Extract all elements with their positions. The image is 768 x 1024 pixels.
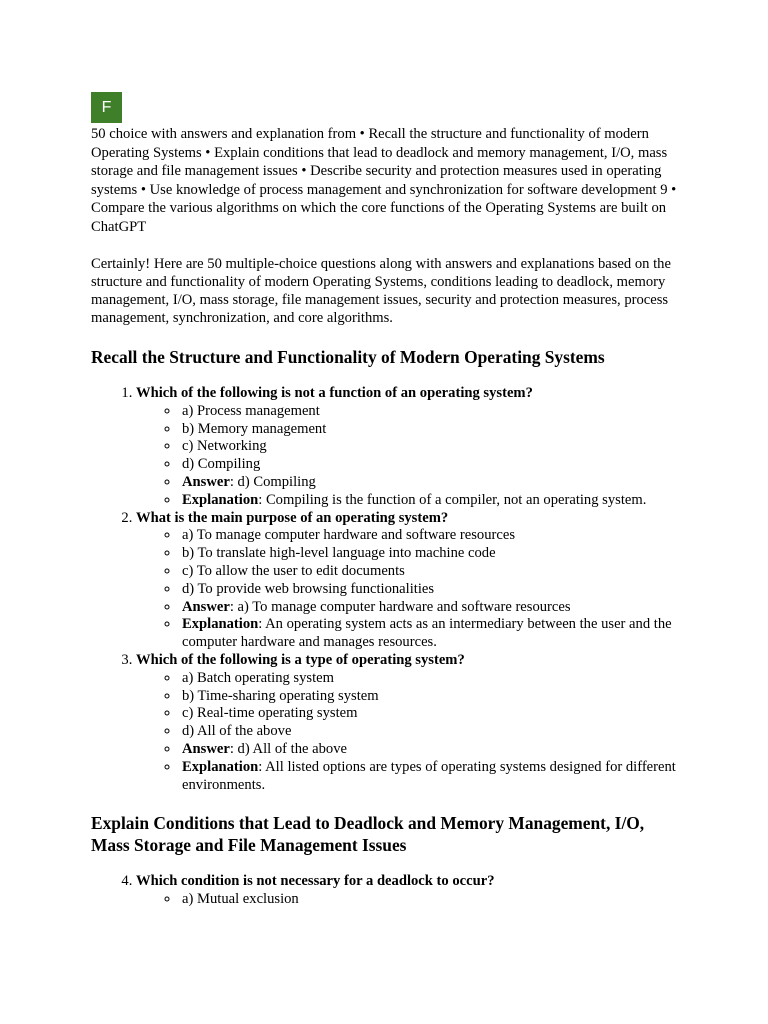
- explanation-item: [180, 492, 681, 510]
- option-item: ◦ a) To manage computer hardware and software resources: [180, 527, 681, 545]
- answer-label: Answer: [182, 473, 230, 490]
- question-item: [136, 510, 681, 652]
- answer-item: [180, 599, 681, 617]
- assistant-name: ChatGPT: [91, 218, 147, 235]
- section-heading: Recall the Structure and Functionality of Modern Operating Systems: [91, 346, 605, 367]
- explanation-item: [180, 616, 681, 652]
- option-item: ◦ d) All of the above: [180, 723, 681, 741]
- answer-item: [180, 474, 681, 492]
- option-list: [136, 891, 681, 909]
- option-item: ◦ d) To provide web browsing functionalities: [180, 581, 681, 599]
- option-item: ◦ b) Time-sharing operating system: [180, 688, 681, 706]
- chat-transcript: [91, 92, 681, 909]
- answer-label: Answer: [182, 598, 230, 615]
- question-text: Which condition is not necessary for a deadlock to occur?: [136, 873, 495, 890]
- user-prompt: 50 choice with answers and explanation from • Recall the structure and functionality of modern Operating Systems • Explain conditions that lead to deadlock and memory management, I/O, mass storage and file management issues • Describe security and protection measures used in operating systems • Use knowledge of process management and synchronization for software development 9 • Compare the various algorithms on which the core functions of the Operating Systems are built on: [91, 126, 677, 217]
- explanation-text: : An operating system acts as an intermediary between the user and the computer hardware and manages resources.: [182, 616, 672, 651]
- option-item: ◦ d) Compiling: [180, 456, 681, 474]
- option-item: ◦ c) Real-time operating system: [180, 705, 681, 723]
- question-list: [91, 873, 681, 909]
- question-item: [136, 652, 681, 794]
- option-item: ◦ a) Mutual exclusion: [180, 891, 681, 909]
- answer-item: [180, 741, 681, 759]
- option-item: ◦ c) Networking: [180, 438, 681, 456]
- explanation-text: : All listed options are types of operating systems designed for different environments.: [182, 758, 676, 793]
- option-list: [136, 403, 681, 510]
- explanation-text: : Compiling is the function of a compiler, not an operating system.: [258, 491, 647, 508]
- question-item: [136, 385, 681, 510]
- question-text: Which of the following is a type of operating system?: [136, 651, 465, 668]
- explanation-item: [180, 759, 681, 795]
- option-list: [136, 670, 681, 795]
- option-item: ◦ b) Memory management: [180, 421, 681, 439]
- option-item: ◦ b) To translate high-level language into machine code: [180, 545, 681, 563]
- section-heading: Explain Conditions that Lead to Deadlock and Memory Management, I/O, Mass Storage and File Management Issues: [91, 813, 645, 856]
- answer-text: : a) To manage computer hardware and software resources: [229, 598, 571, 615]
- answer-text: : d) Compiling: [229, 473, 316, 490]
- question-text: What is the main purpose of an operating system?: [136, 509, 449, 526]
- option-item: ◦ c) To allow the user to edit documents: [180, 563, 681, 581]
- explanation-label: Explanation: [182, 616, 259, 633]
- question-item: [136, 873, 681, 909]
- answer-label: Answer: [182, 740, 230, 757]
- answer-text: : d) All of the above: [229, 740, 347, 757]
- option-item: ◦ a) Batch operating system: [180, 670, 681, 688]
- question-list: [91, 385, 681, 794]
- user-avatar-letter: F: [101, 98, 112, 116]
- option-item: ◦ a) Process management: [180, 403, 681, 421]
- explanation-label: Explanation: [182, 491, 259, 508]
- user-avatar: [91, 92, 122, 123]
- assistant-intro: Certainly! Here are 50 multiple-choice questions along with answers and explanations based on the structure and functionality of modern Operating Systems, conditions leading to deadlock, memory management, I/O, mass storage, file management issues, security and protection measures, process management, synchronization, and core algorithms.: [91, 255, 671, 326]
- option-list: [136, 527, 681, 652]
- question-text: Which of the following is not a function of an operating system?: [136, 384, 533, 401]
- explanation-label: Explanation: [182, 758, 259, 775]
